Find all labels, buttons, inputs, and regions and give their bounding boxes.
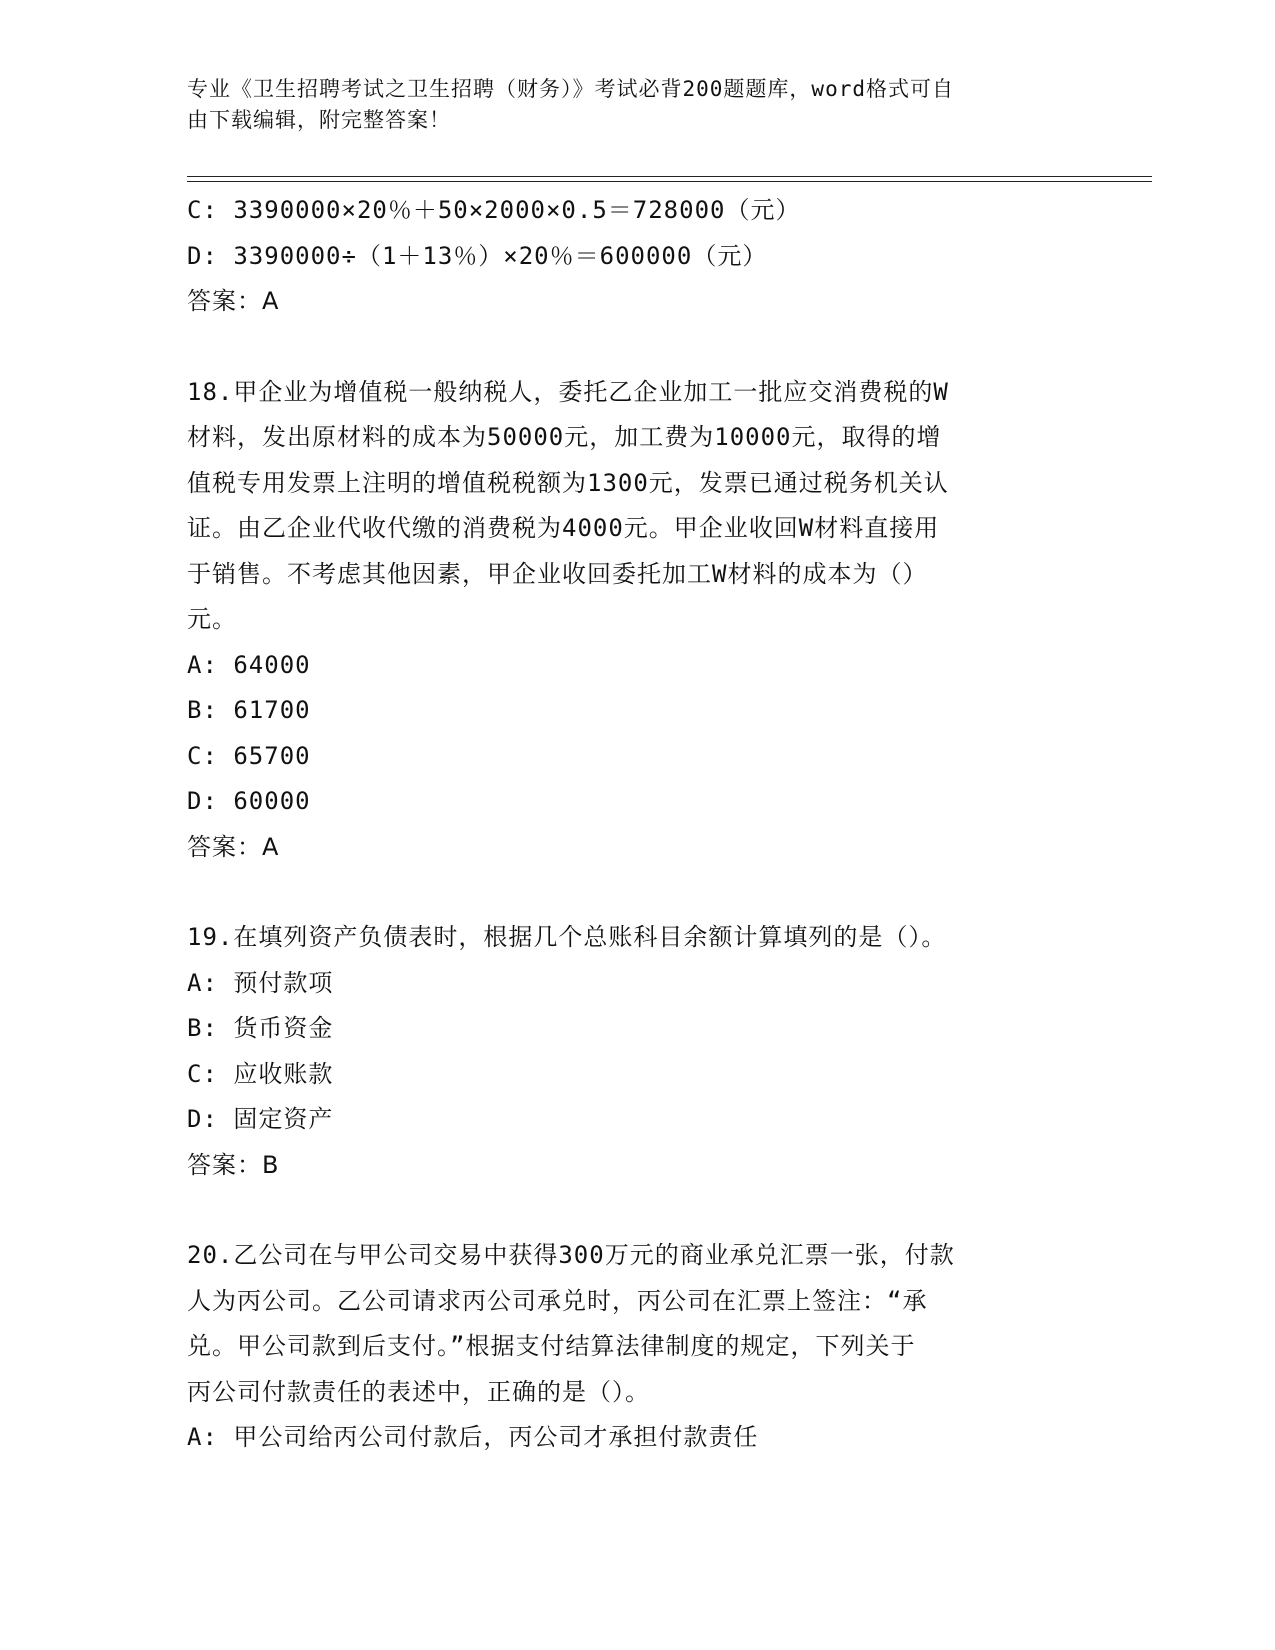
question-text-line: 19.在填列资产负债表时，根据几个总账科目余额计算填列的是（）。 — [187, 923, 947, 951]
header-line-2: 由下载编辑，附完整答案！ — [187, 108, 451, 132]
header-rule-bottom — [187, 181, 1152, 182]
option-a: A: 预付款项 — [187, 968, 334, 997]
option-d: D: 3390000÷（1＋13％）×20％＝600000（元） — [187, 241, 768, 270]
document-header — [187, 74, 1087, 136]
question-text-line: 于销售。不考虑其他因素，甲企业收回委托加工W材料的成本为（） — [187, 559, 928, 588]
option-c: C: 65700 — [187, 741, 311, 770]
option-d: D: 60000 — [187, 787, 311, 815]
header-line-1: 专业《卫生招聘考试之卫生招聘（财务）》考试必背200题题库，word格式可自 — [187, 77, 954, 101]
question-text-line: 20.乙公司在与甲公司交易中获得300万元的商业承兑汇票一张，付款 — [187, 1241, 955, 1269]
question-text-line: 值税专用发票上注明的增值税税额为1300元，发票已通过税务机关认 — [187, 468, 949, 497]
option-c: C: 应收账款 — [187, 1059, 334, 1088]
question-text-line: 兑。甲公司款到后支付。”根据支付结算法律制度的规定，下列关于 — [187, 1332, 916, 1360]
question-text-line: 丙公司付款责任的表述中，正确的是（）。 — [187, 1377, 650, 1406]
answer: 答案：A — [187, 287, 280, 315]
document-body — [187, 188, 1087, 1461]
question-19 — [187, 915, 1087, 1188]
question-text-line: 元。 — [187, 605, 237, 633]
spacer — [187, 870, 1087, 915]
question-text-line: 人为丙公司。乙公司请求丙公司承兑时，丙公司在汇票上签注：“承 — [187, 1286, 928, 1315]
option-c: C: 3390000×20％＋50×2000×0.5＝728000（元） — [187, 196, 801, 224]
option-a: A: 甲公司给丙公司付款后，丙公司才承担付款责任 — [187, 1423, 759, 1451]
question-text-line: 材料，发出原材料的成本为50000元，加工费为10000元，取得的增 — [187, 423, 942, 451]
spacer — [187, 1188, 1087, 1233]
question-18 — [187, 370, 1087, 871]
answer: 答案：B — [187, 1150, 280, 1179]
question-text-line: 证。由乙企业代收代缴的消费税为4000元。甲企业收回W材料直接用 — [187, 514, 940, 542]
previous-question-tail — [187, 188, 1087, 325]
option-d: D: 固定资产 — [187, 1105, 334, 1133]
option-b: B: 货币资金 — [187, 1014, 334, 1042]
answer: 答案：A — [187, 832, 280, 861]
question-text-line: 18.甲企业为增值税一般纳税人，委托乙企业加工一批应交消费税的W — [187, 377, 949, 406]
option-a: A: 64000 — [187, 650, 311, 679]
question-20 — [187, 1233, 1087, 1461]
spacer — [187, 325, 1087, 370]
option-b: B: 61700 — [187, 696, 311, 724]
header-rule-top — [187, 176, 1152, 177]
